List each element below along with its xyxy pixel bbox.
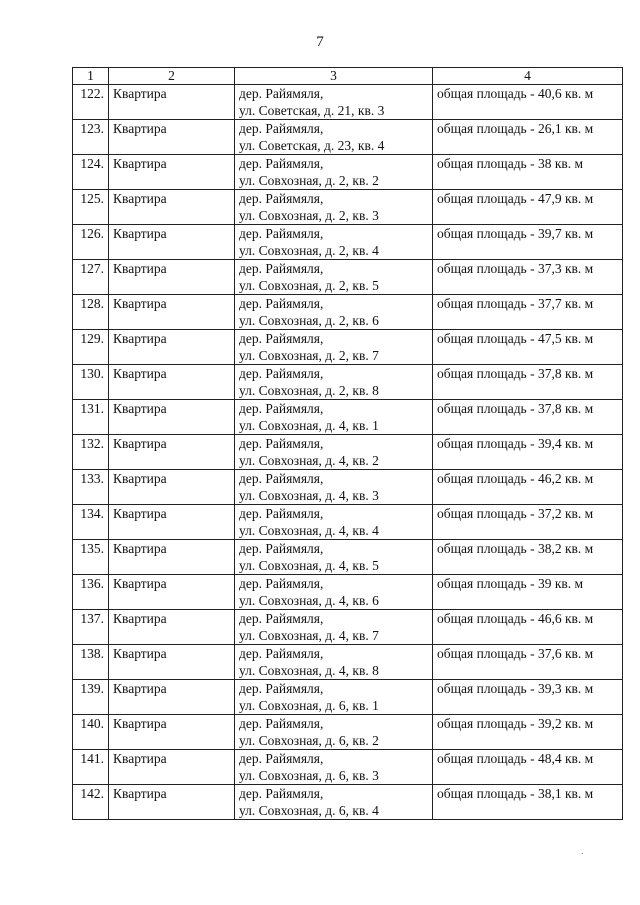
table-row xyxy=(73,155,623,190)
table-row xyxy=(73,435,623,470)
row-number: 122. xyxy=(73,85,109,120)
row-number: 127. xyxy=(73,260,109,295)
row-number: 139. xyxy=(73,680,109,715)
header-col-4: 4 xyxy=(433,68,623,85)
property-area: общая площадь - 39,3 кв. м xyxy=(433,680,623,715)
property-type: Квартира xyxy=(109,540,235,575)
table-row xyxy=(73,505,623,540)
row-number: 123. xyxy=(73,120,109,155)
property-address xyxy=(235,575,433,610)
address-street: ул. Советская, д. 23, кв. 4 xyxy=(239,138,385,153)
property-address xyxy=(235,540,433,575)
property-address xyxy=(235,505,433,540)
table-row xyxy=(73,715,623,750)
header-col-1: 1 xyxy=(73,68,109,85)
address-street: ул. Совхозная, д. 6, кв. 4 xyxy=(239,803,379,818)
property-type: Квартира xyxy=(109,190,235,225)
table-row xyxy=(73,120,623,155)
table-row xyxy=(73,750,623,785)
property-type: Квартира xyxy=(109,680,235,715)
property-type: Квартира xyxy=(109,365,235,400)
property-area: общая площадь - 37,7 кв. м xyxy=(433,295,623,330)
address-street: ул. Советская, д. 21, кв. 3 xyxy=(239,103,385,118)
address-village: дер. Райямяля, xyxy=(239,86,324,101)
header-row xyxy=(73,68,623,85)
table-row xyxy=(73,260,623,295)
address-village: дер. Райямяля, xyxy=(239,541,324,556)
property-type: Квартира xyxy=(109,155,235,190)
property-type: Квартира xyxy=(109,260,235,295)
address-village: дер. Райямяля, xyxy=(239,716,324,731)
table-row xyxy=(73,295,623,330)
address-street: ул. Совхозная, д. 4, кв. 7 xyxy=(239,628,379,643)
table-row xyxy=(73,85,623,120)
property-area: общая площадь - 47,9 кв. м xyxy=(433,190,623,225)
address-street: ул. Совхозная, д. 6, кв. 3 xyxy=(239,768,379,783)
address-street: ул. Совхозная, д. 4, кв. 3 xyxy=(239,488,379,503)
property-type: Квартира xyxy=(109,715,235,750)
row-number: 142. xyxy=(73,785,109,820)
property-type: Квартира xyxy=(109,610,235,645)
table-row xyxy=(73,540,623,575)
property-type: Квартира xyxy=(109,575,235,610)
address-village: дер. Райямяля, xyxy=(239,786,324,801)
row-number: 136. xyxy=(73,575,109,610)
address-street: ул. Совхозная, д. 2, кв. 8 xyxy=(239,383,379,398)
address-street: ул. Совхозная, д. 2, кв. 6 xyxy=(239,313,379,328)
table-row xyxy=(73,680,623,715)
row-number: 124. xyxy=(73,155,109,190)
address-village: дер. Райямяля, xyxy=(239,366,324,381)
table-row xyxy=(73,330,623,365)
property-area: общая площадь - 48,4 кв. м xyxy=(433,750,623,785)
property-address xyxy=(235,785,433,820)
row-number: 130. xyxy=(73,365,109,400)
property-type: Квартира xyxy=(109,120,235,155)
property-type: Квартира xyxy=(109,400,235,435)
address-village: дер. Райямяля, xyxy=(239,156,324,171)
page-number: 7 xyxy=(316,34,324,50)
property-area: общая площадь - 38,1 кв. м xyxy=(433,785,623,820)
property-area: общая площадь - 38,2 кв. м xyxy=(433,540,623,575)
property-type: Квартира xyxy=(109,85,235,120)
property-type: Квартира xyxy=(109,785,235,820)
address-street: ул. Совхозная, д. 4, кв. 5 xyxy=(239,558,379,573)
row-number: 131. xyxy=(73,400,109,435)
property-address xyxy=(235,610,433,645)
address-street: ул. Совхозная, д. 2, кв. 4 xyxy=(239,243,379,258)
property-address xyxy=(235,435,433,470)
property-type: Квартира xyxy=(109,295,235,330)
row-number: 134. xyxy=(73,505,109,540)
address-street: ул. Совхозная, д. 4, кв. 6 xyxy=(239,593,379,608)
property-type: Квартира xyxy=(109,750,235,785)
header-col-2: 2 xyxy=(109,68,235,85)
address-village: дер. Райямяля, xyxy=(239,226,324,241)
address-street: ул. Совхозная, д. 2, кв. 7 xyxy=(239,348,379,363)
address-street: ул. Совхозная, д. 6, кв. 2 xyxy=(239,733,379,748)
property-address xyxy=(235,295,433,330)
address-street: ул. Совхозная, д. 4, кв. 4 xyxy=(239,523,379,538)
address-street: ул. Совхозная, д. 2, кв. 2 xyxy=(239,173,379,188)
property-area: общая площадь - 47,5 кв. м xyxy=(433,330,623,365)
table-row xyxy=(73,225,623,260)
property-address xyxy=(235,470,433,505)
property-area: общая площадь - 37,8 кв. м xyxy=(433,400,623,435)
property-area: общая площадь - 46,2 кв. м xyxy=(433,470,623,505)
property-area: общая площадь - 38 кв. м xyxy=(433,155,623,190)
property-area: общая площадь - 39,7 кв. м xyxy=(433,225,623,260)
property-area: общая площадь - 37,3 кв. м xyxy=(433,260,623,295)
row-number: 125. xyxy=(73,190,109,225)
table-row xyxy=(73,400,623,435)
table-row xyxy=(73,365,623,400)
address-village: дер. Райямяля, xyxy=(239,401,324,416)
property-address xyxy=(235,365,433,400)
property-address xyxy=(235,715,433,750)
property-area: общая площадь - 40,6 кв. м xyxy=(433,85,623,120)
property-address xyxy=(235,330,433,365)
address-street: ул. Совхозная, д. 4, кв. 1 xyxy=(239,418,379,433)
address-village: дер. Райямяля, xyxy=(239,331,324,346)
address-village: дер. Райямяля, xyxy=(239,751,324,766)
row-number: 126. xyxy=(73,225,109,260)
property-address xyxy=(235,750,433,785)
property-address xyxy=(235,645,433,680)
address-street: ул. Совхозная, д. 4, кв. 8 xyxy=(239,663,379,678)
property-area: общая площадь - 39,4 кв. м xyxy=(433,435,623,470)
table-row xyxy=(73,470,623,505)
table-body xyxy=(73,85,623,820)
row-number: 133. xyxy=(73,470,109,505)
property-type: Квартира xyxy=(109,505,235,540)
address-village: дер. Райямяля, xyxy=(239,296,324,311)
property-type: Квартира xyxy=(109,225,235,260)
property-type: Квартира xyxy=(109,330,235,365)
table-row xyxy=(73,190,623,225)
property-area: общая площадь - 39 кв. м xyxy=(433,575,623,610)
address-village: дер. Райямяля, xyxy=(239,191,324,206)
address-street: ул. Совхозная, д. 2, кв. 5 xyxy=(239,278,379,293)
address-village: дер. Райямяля, xyxy=(239,121,324,136)
address-village: дер. Райямяля, xyxy=(239,611,324,626)
row-number: 129. xyxy=(73,330,109,365)
property-area: общая площадь - 26,1 кв. м xyxy=(433,120,623,155)
address-village: дер. Райямяля, xyxy=(239,681,324,696)
property-area: общая площадь - 46,6 кв. м xyxy=(433,610,623,645)
address-village: дер. Райямяля, xyxy=(239,506,324,521)
property-address xyxy=(235,225,433,260)
property-address xyxy=(235,85,433,120)
row-number: 132. xyxy=(73,435,109,470)
address-street: ул. Совхозная, д. 6, кв. 1 xyxy=(239,698,379,713)
address-village: дер. Райямяля, xyxy=(239,436,324,451)
property-type: Квартира xyxy=(109,470,235,505)
property-area: общая площадь - 37,2 кв. м xyxy=(433,505,623,540)
property-address xyxy=(235,190,433,225)
address-village: дер. Райямяля, xyxy=(239,646,324,661)
address-village: дер. Райямяля, xyxy=(239,471,324,486)
property-type: Квартира xyxy=(109,645,235,680)
property-type: Квартира xyxy=(109,435,235,470)
row-number: 135. xyxy=(73,540,109,575)
row-number: 138. xyxy=(73,645,109,680)
row-number: 137. xyxy=(73,610,109,645)
property-table xyxy=(72,67,623,820)
property-address xyxy=(235,120,433,155)
header-col-3: 3 xyxy=(235,68,433,85)
table-row xyxy=(73,785,623,820)
property-address xyxy=(235,680,433,715)
row-number: 141. xyxy=(73,750,109,785)
table-row xyxy=(73,575,623,610)
scan-speck: ˙ xyxy=(580,852,584,863)
property-area: общая площадь - 37,8 кв. м xyxy=(433,365,623,400)
property-address xyxy=(235,400,433,435)
table-row xyxy=(73,645,623,680)
address-street: ул. Совхозная, д. 2, кв. 3 xyxy=(239,208,379,223)
table-row xyxy=(73,610,623,645)
property-area: общая площадь - 37,6 кв. м xyxy=(433,645,623,680)
property-address xyxy=(235,260,433,295)
address-street: ул. Совхозная, д. 4, кв. 2 xyxy=(239,453,379,468)
property-area: общая площадь - 39,2 кв. м xyxy=(433,715,623,750)
property-address xyxy=(235,155,433,190)
row-number: 140. xyxy=(73,715,109,750)
row-number: 128. xyxy=(73,295,109,330)
address-village: дер. Райямяля, xyxy=(239,576,324,591)
address-village: дер. Райямяля, xyxy=(239,261,324,276)
